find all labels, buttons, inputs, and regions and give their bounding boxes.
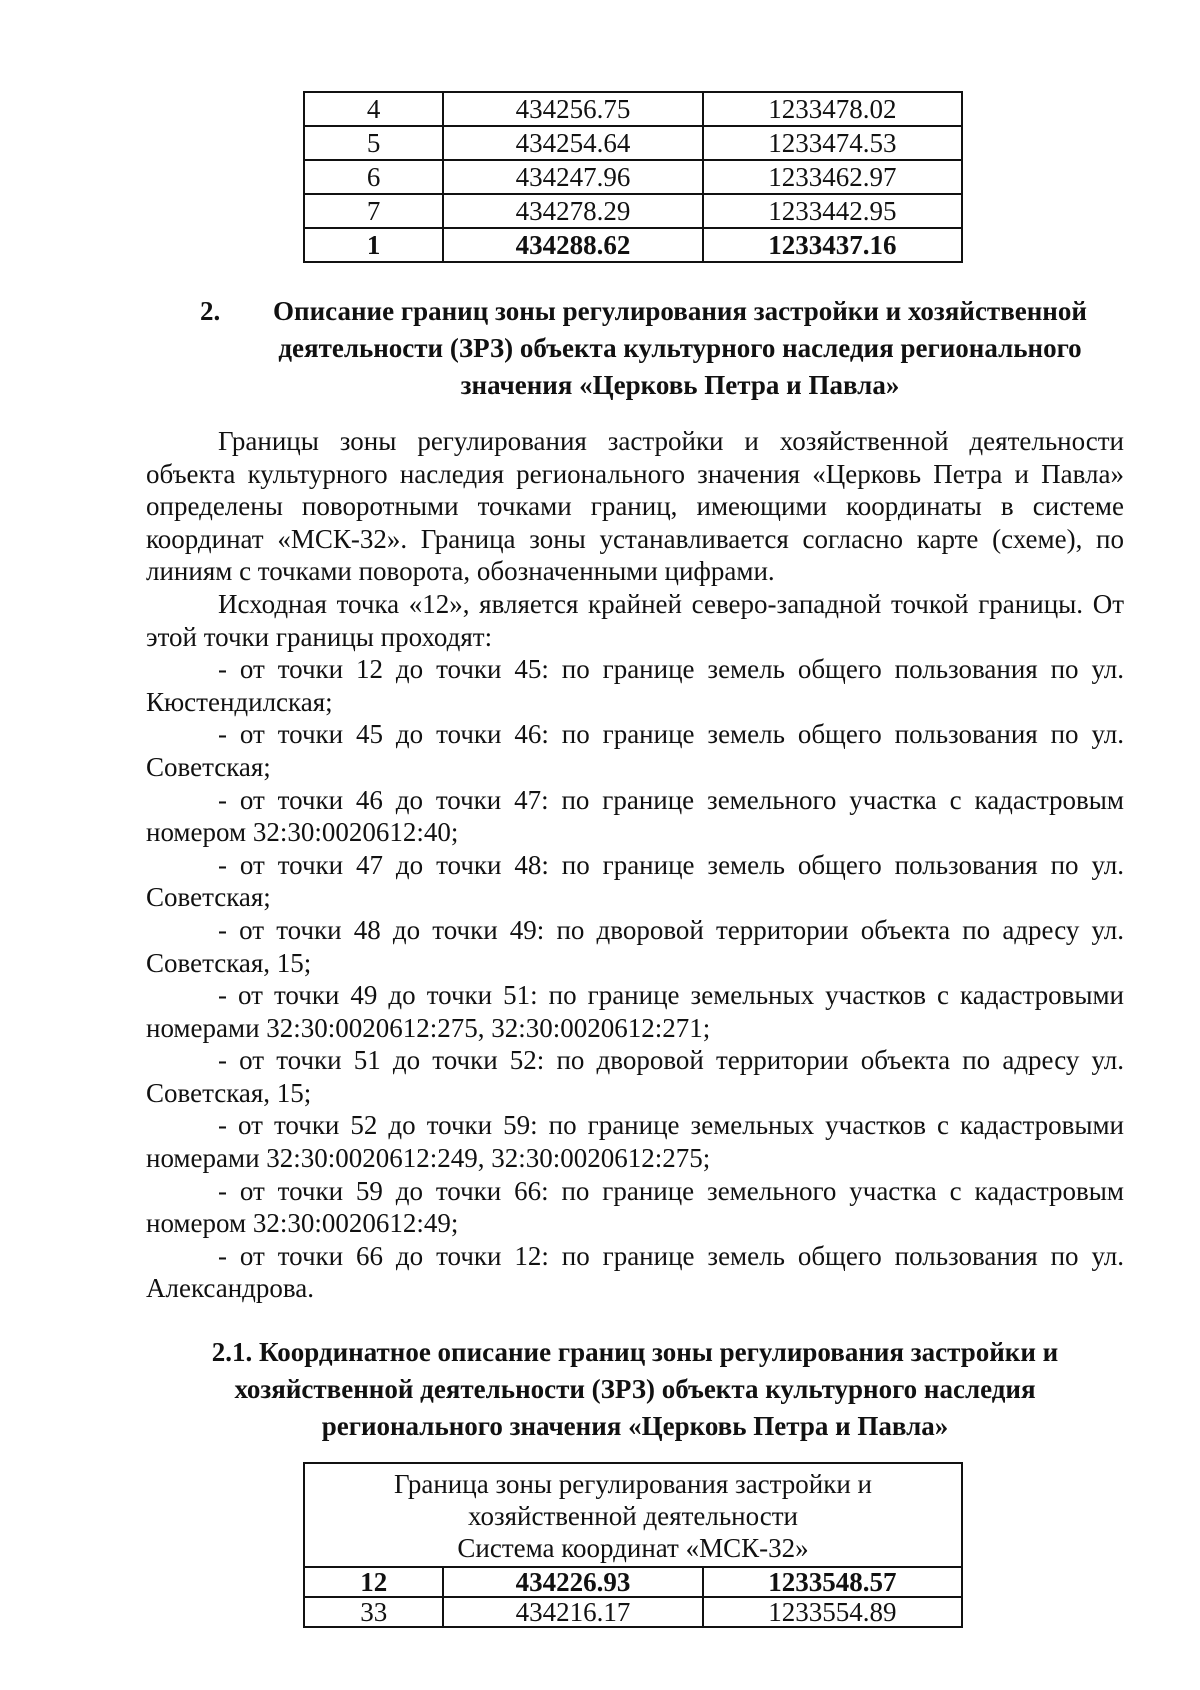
boundary-description (146, 425, 1124, 1305)
header-line: хозяйственной деятельности (467, 1501, 799, 1531)
table-header-row (304, 1463, 962, 1567)
paragraph: - от точки 48 до точки 49: по дворовой территории объекта по адресу ул. Советская, 15; (146, 914, 1124, 978)
point-number: 12 (304, 1567, 443, 1597)
y-coordinate: 1233462.97 (703, 160, 962, 194)
y-coordinate: 1233437.16 (703, 228, 962, 262)
paragraph: - от точки 51 до точки 52: по дворовой территории объекта по адресу ул. Советская, 15; (146, 1045, 1124, 1108)
y-coordinate: 1233478.02 (703, 92, 962, 126)
table-row (304, 1567, 962, 1597)
coordinates-table-bottom (303, 1462, 963, 1628)
paragraph: Исходная точка «12», является крайней северо-западной точкой границы. От этой точки границы проходят: (146, 588, 1124, 652)
header-line: Граница зоны регулирования застройки и (393, 1469, 873, 1499)
section-number: 2. (200, 296, 221, 326)
paragraph: - от точки 46 до точки 47: по границе земельного участка с кадастровым номером 32:30:0020612:40; (146, 784, 1124, 848)
table-header (304, 1463, 962, 1567)
point-number: 1 (304, 228, 443, 262)
coordinates-table-top (303, 91, 963, 263)
x-coordinate: 434247.96 (443, 160, 702, 194)
table-row (304, 126, 962, 160)
point-number: 7 (304, 194, 443, 228)
y-coordinate: 1233554.89 (703, 1597, 962, 1627)
table-row (304, 1597, 962, 1627)
paragraph: - от точки 59 до точки 66: по границе земельного участка с кадастровым номером 32:30:0020612:49; (146, 1175, 1124, 1239)
point-number: 6 (304, 160, 443, 194)
point-number: 4 (304, 92, 443, 126)
table-row (304, 160, 962, 194)
paragraph: Границы зоны регулирования застройки и хозяйственной деятельности объекта культурного наследия регионального значения «Церковь Петра и Павла» определены поворотными точками границ, имеющими координаты в системе координат «МСК-32». Граница зоны устанавливается согласно карте (схеме), по линиям с точками поворота, обозначенными цифрами. (146, 426, 1124, 587)
paragraph: - от точки 47 до точки 48: по границе земель общего пользования по ул. Советская; (146, 849, 1124, 913)
paragraph: - от точки 49 до точки 51: по границе земельных участков с кадастровыми номерами 32:30:0020612:275, 32:30:0020612:271; (146, 980, 1124, 1043)
x-coordinate: 434288.62 (443, 228, 702, 262)
x-coordinate: 434226.93 (443, 1567, 702, 1597)
y-coordinate: 1233548.57 (703, 1567, 962, 1597)
x-coordinate: 434254.64 (443, 126, 702, 160)
table-row (304, 92, 962, 126)
paragraph: - от точки 12 до точки 45: по границе земель общего пользования по ул. Кюстендилская; (146, 654, 1124, 717)
section-number: 2.1. (211, 1337, 253, 1367)
section-2-heading (200, 293, 1120, 404)
table-row (304, 228, 962, 262)
section-title: Координатное описание границ зоны регулирования застройки и хозяйственной деятельности (ЗРЗ) объекта культурного наследия регионального значения «Церковь Петра и Павла» (234, 1337, 1059, 1441)
paragraph: - от точки 52 до точки 59: по границе земельных участков с кадастровыми номерами 32:30:0020612:249, 32:30:0020612:275; (146, 1110, 1124, 1174)
x-coordinate: 434216.17 (443, 1597, 702, 1627)
y-coordinate: 1233474.53 (703, 126, 962, 160)
section-title: Описание границ зоны регулирования застройки и хозяйственной деятельности (ЗРЗ) объекта культурного наследия регионального значения «Церковь Петра и Павла» (273, 296, 1087, 400)
point-number: 33 (304, 1597, 443, 1627)
x-coordinate: 434278.29 (443, 194, 702, 228)
x-coordinate: 434256.75 (443, 92, 702, 126)
y-coordinate: 1233442.95 (703, 194, 962, 228)
point-number: 5 (304, 126, 443, 160)
paragraph: - от точки 66 до точки 12: по границе земель общего пользования по ул. Александрова. (146, 1240, 1124, 1304)
paragraph: - от точки 45 до точки 46: по границе земель общего пользования по ул. Советская; (146, 719, 1124, 782)
header-line: Система координат «МСК-32» (457, 1533, 809, 1563)
section-2-1-heading (185, 1334, 1085, 1445)
table-row (304, 194, 962, 228)
